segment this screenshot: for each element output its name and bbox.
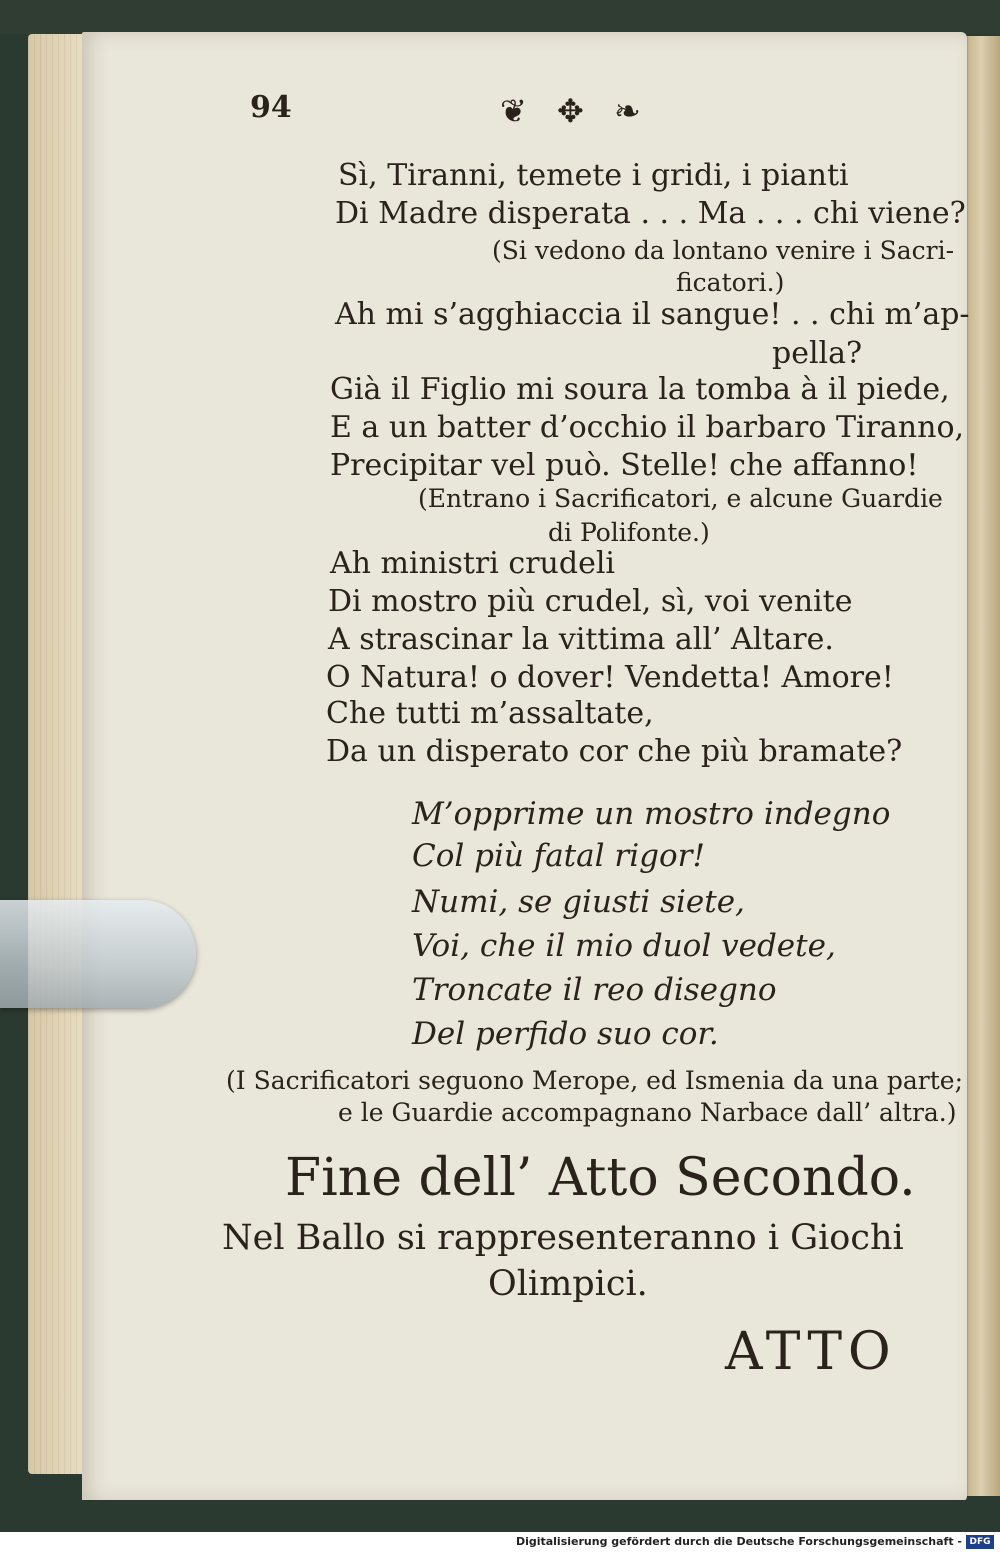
aria-line: Voi, che il mio duol vedete, xyxy=(412,928,836,964)
text-line: Di Madre disperata . . . Ma . . . chi viene? xyxy=(335,196,966,231)
aria-line: Numi, se giusti siete, xyxy=(412,884,745,920)
stage-direction: ficatori.) xyxy=(676,268,785,297)
text-line: pella? xyxy=(772,336,863,371)
aria-line: M’opprime un mostro indegno xyxy=(412,796,891,832)
header-ornament: ❦ ✥ ❧ xyxy=(500,92,651,130)
text-line: Di mostro più crudel, sì, voi venite xyxy=(328,584,853,619)
stage-direction: (Si vedono da lontano venire i Sacri- xyxy=(492,236,955,265)
text-line: Già il Figlio mi soura la tomba à il piede, xyxy=(330,372,950,407)
text-line: Ah ministri crudeli xyxy=(330,546,616,581)
text-line: E a un batter d’occhio il barbaro Tiranno, xyxy=(330,410,965,445)
aria-line: Col più fatal rigor! xyxy=(412,838,705,874)
page-number: 94 xyxy=(250,90,292,125)
ballo-note: Olimpici. xyxy=(488,1264,648,1304)
text-line: Sì, Tiranni, temete i gridi, i pianti xyxy=(338,158,849,193)
stage-direction: di Polifonte.) xyxy=(548,518,710,547)
ballo-note: Nel Ballo si rappresenteranno i Giochi xyxy=(222,1218,904,1258)
text-line: A strascinar la vittima all’ Altare. xyxy=(328,622,834,657)
text-line: O Natura! o dover! Vendetta! Amore! xyxy=(326,660,894,695)
stage-direction: (I Sacrificatori seguono Merope, ed Ismenia da una parte; xyxy=(226,1066,964,1095)
funding-credit: Digitalisierung gefördert durch die Deutsche Forschungsgemeinschaft - xyxy=(515,1535,962,1548)
catchword: ATTO xyxy=(725,1322,897,1382)
text-line: Che tutti m’assaltate, xyxy=(326,696,654,731)
glass-page-marker xyxy=(0,900,196,1008)
aria-line: Del perfido suo cor. xyxy=(412,1016,719,1052)
text-line: Precipitar vel può. Stelle! che affanno! xyxy=(330,448,919,483)
text-line: Da un disperato cor che più bramate? xyxy=(326,734,903,769)
dfg-logo-icon: DFG xyxy=(966,1535,994,1549)
text-line: Ah mi s’agghiaccia il sangue! . . chi m’ap- xyxy=(335,297,970,332)
scan-background-top xyxy=(0,0,1000,34)
act-end-heading: Fine dell’ Atto Secondo. xyxy=(285,1148,916,1208)
stage-direction: e le Guardie accompagnano Narbace dall’ altra.) xyxy=(338,1098,957,1127)
stage-direction: (Entrano i Sacrificatori, e alcune Guardie xyxy=(418,484,943,513)
aria-line: Troncate il reo disegno xyxy=(412,972,777,1008)
page-edges-right xyxy=(962,36,1000,1496)
